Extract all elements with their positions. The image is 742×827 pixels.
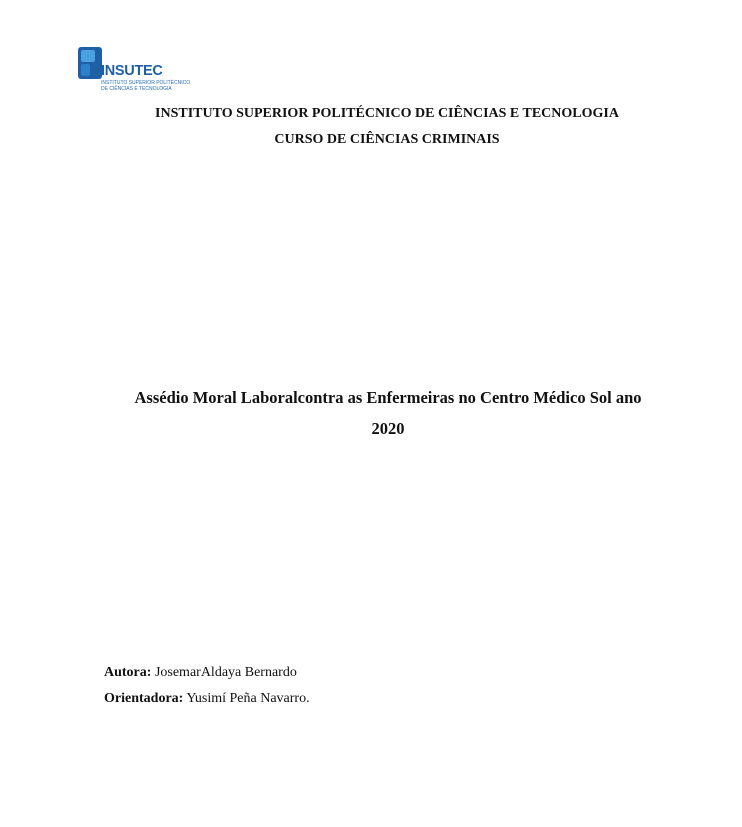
document-title-line2: 2020: [371, 419, 405, 438]
document-title-line1: Assédio Moral Laboralcontra as Enfermeiras no Centro Médico Sol ano: [134, 388, 642, 407]
logo-name: INSUTEC: [101, 63, 163, 79]
advisor-name: Yusimí Peña Navarro.: [186, 691, 310, 706]
logo-subtitle: [101, 81, 190, 92]
logo-subtitle-line1: INSTITUTO SUPERIOR POLITÉCNICO: [101, 80, 191, 86]
institution-name: INSTITUTO SUPERIOR POLITÉCNICO DE CIÊNCIAS E TECNOLOGIA: [155, 106, 619, 121]
logo-mark-icon: [78, 47, 102, 79]
advisor-line: [104, 691, 310, 707]
author-label: Autora:: [104, 665, 152, 680]
document-title: [100, 382, 676, 444]
institution-logo: [78, 47, 208, 95]
author-name: JosemarAldaya Bernardo: [154, 665, 297, 680]
course-name: CURSO DE CIÊNCIAS CRIMINAIS: [274, 132, 500, 147]
advisor-label: Orientadora:: [104, 691, 184, 706]
author-line: [104, 665, 297, 681]
logo-subtitle-line2: DE CIÊNCIAS E TECNOLOGIA: [101, 85, 172, 92]
